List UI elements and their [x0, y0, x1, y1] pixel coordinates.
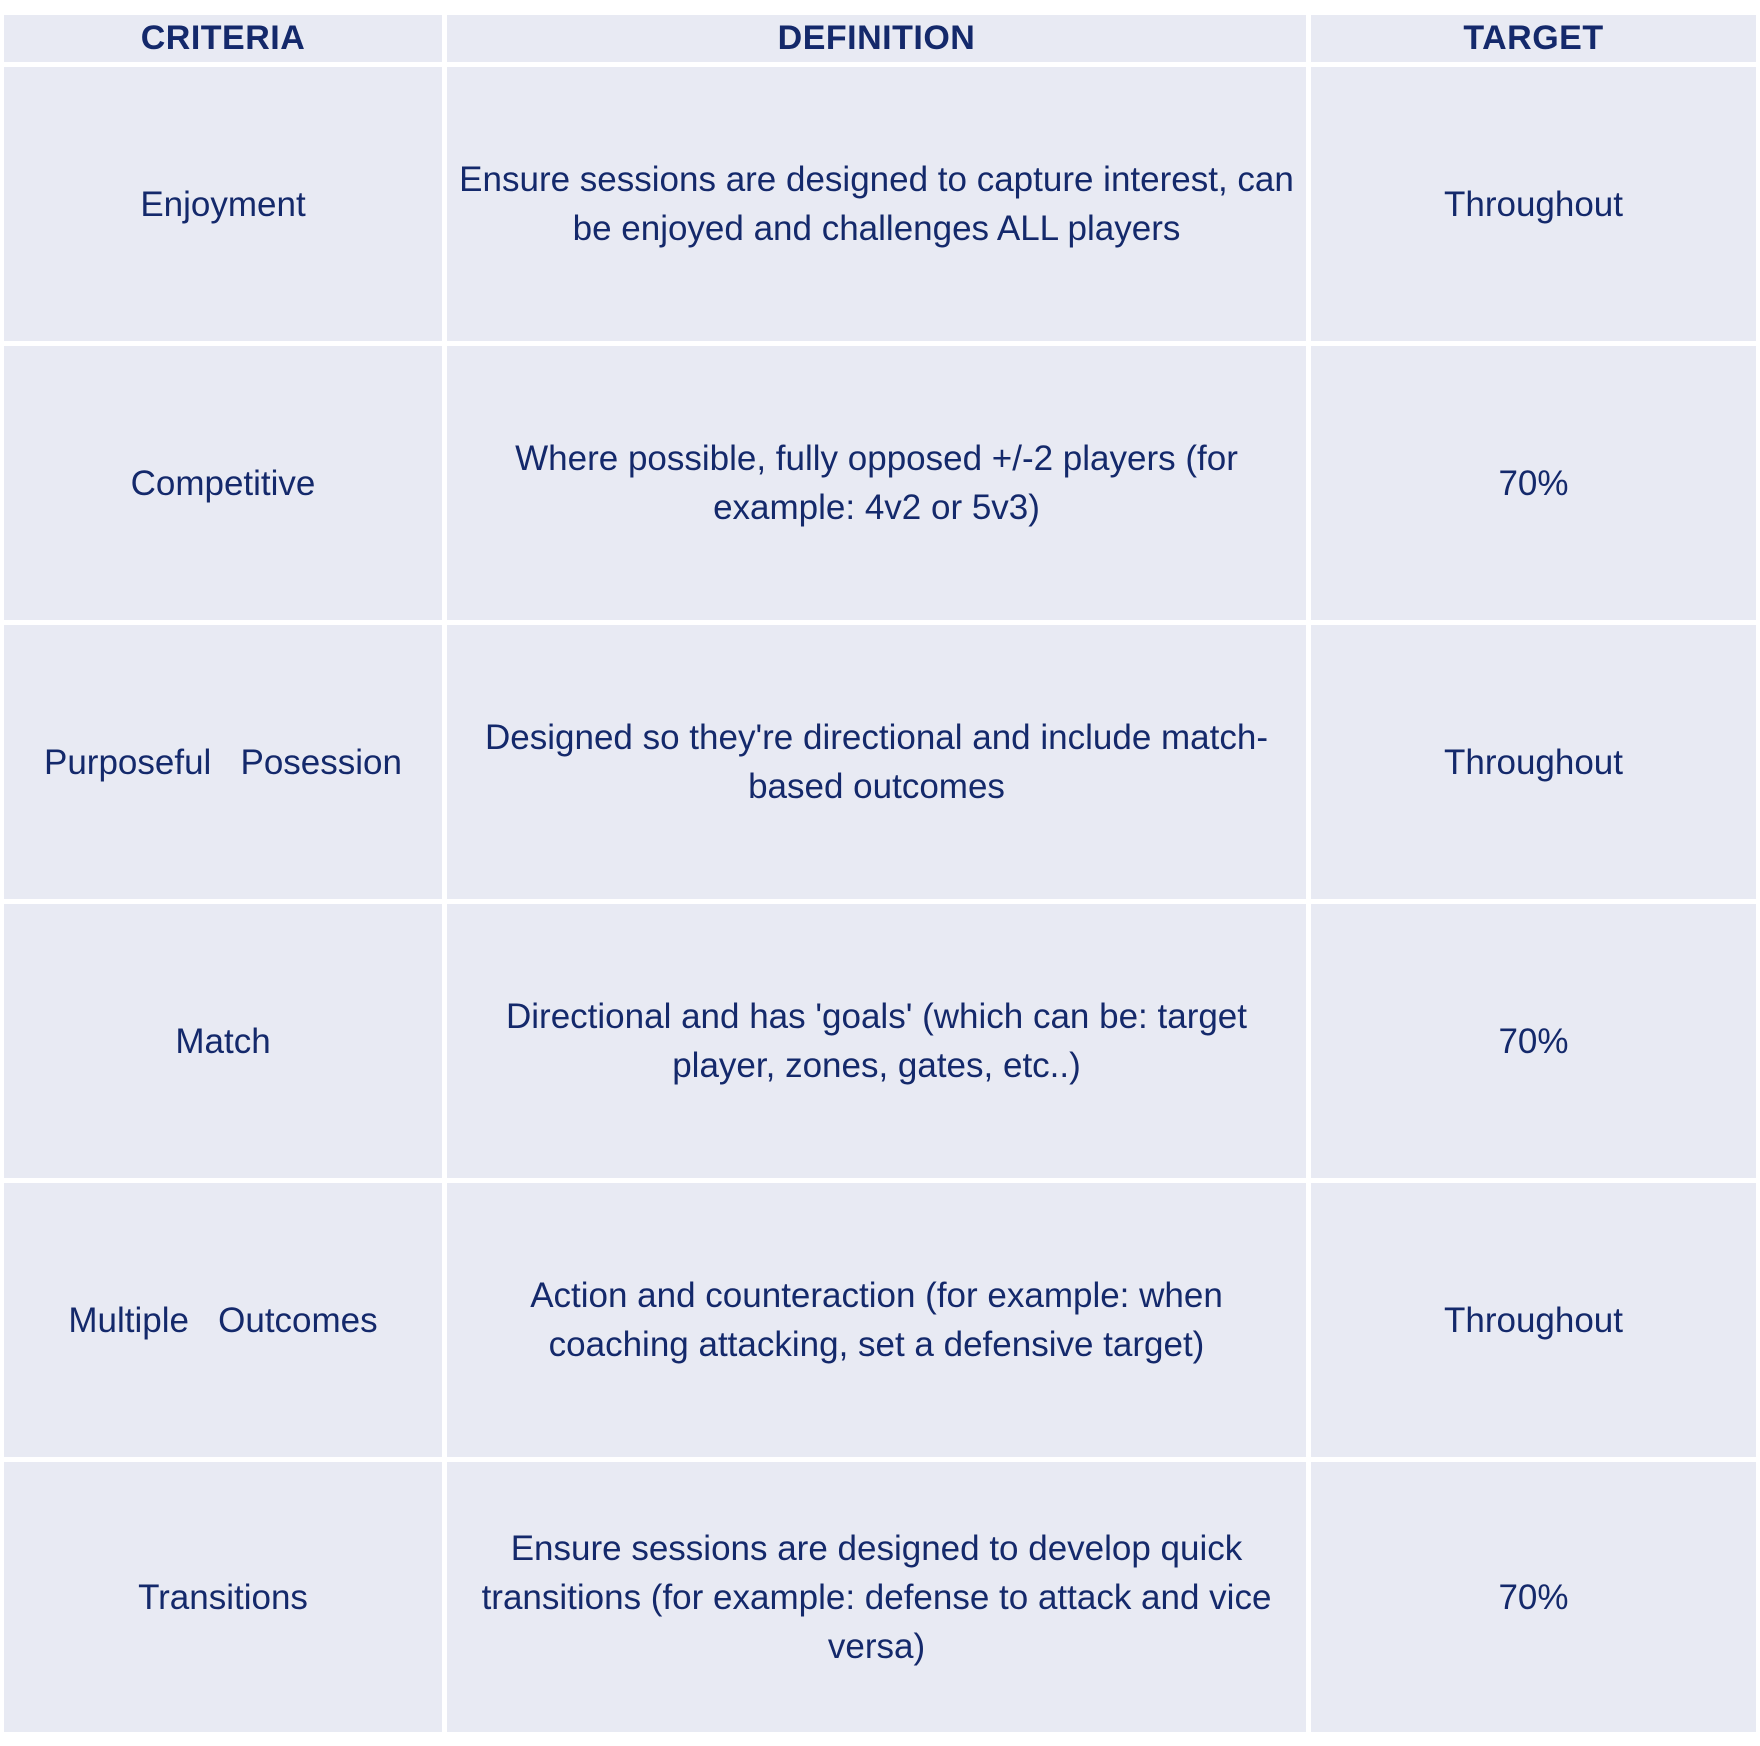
criteria-cell: Enjoyment	[4, 67, 447, 346]
header-definition: DEFINITION	[447, 15, 1311, 67]
table-row	[4, 904, 1756, 1183]
table-row	[4, 1462, 1756, 1737]
definition-cell: Action and counteraction (for example: when coaching attacking, set a defensive target)	[447, 1183, 1311, 1462]
target-cell: 70%	[1311, 904, 1756, 1183]
target-cell: Throughout	[1311, 625, 1756, 904]
criteria-cell: Competitive	[4, 346, 447, 625]
table-row	[4, 346, 1756, 625]
table-header-row	[4, 15, 1756, 67]
criteria-cell: Multiple Outcomes	[4, 1183, 447, 1462]
definition-cell: Ensure sessions are designed to capture interest, can be enjoyed and challenges ALL players	[447, 67, 1311, 346]
target-cell: 70%	[1311, 1462, 1756, 1737]
criteria-cell: Match	[4, 904, 447, 1183]
definition-cell: Where possible, fully opposed +/-2 players (for example: 4v2 or 5v3)	[447, 346, 1311, 625]
header-criteria: CRITERIA	[4, 15, 447, 67]
table-row	[4, 1183, 1756, 1462]
target-cell: 70%	[1311, 346, 1756, 625]
definition-cell: Designed so they're directional and include match-based outcomes	[447, 625, 1311, 904]
criteria-cell: Transitions	[4, 1462, 447, 1737]
definition-cell: Directional and has 'goals' (which can be: target player, zones, gates, etc..)	[447, 904, 1311, 1183]
criteria-cell: Purposeful Posession	[4, 625, 447, 904]
criteria-table-container	[4, 15, 1756, 1737]
definition-cell: Ensure sessions are designed to develop quick transitions (for example: defense to attack and vice versa)	[447, 1462, 1311, 1737]
header-target: TARGET	[1311, 15, 1756, 67]
criteria-table	[4, 15, 1756, 1737]
target-cell: Throughout	[1311, 1183, 1756, 1462]
target-cell: Throughout	[1311, 67, 1756, 346]
table-row	[4, 67, 1756, 346]
table-row	[4, 625, 1756, 904]
